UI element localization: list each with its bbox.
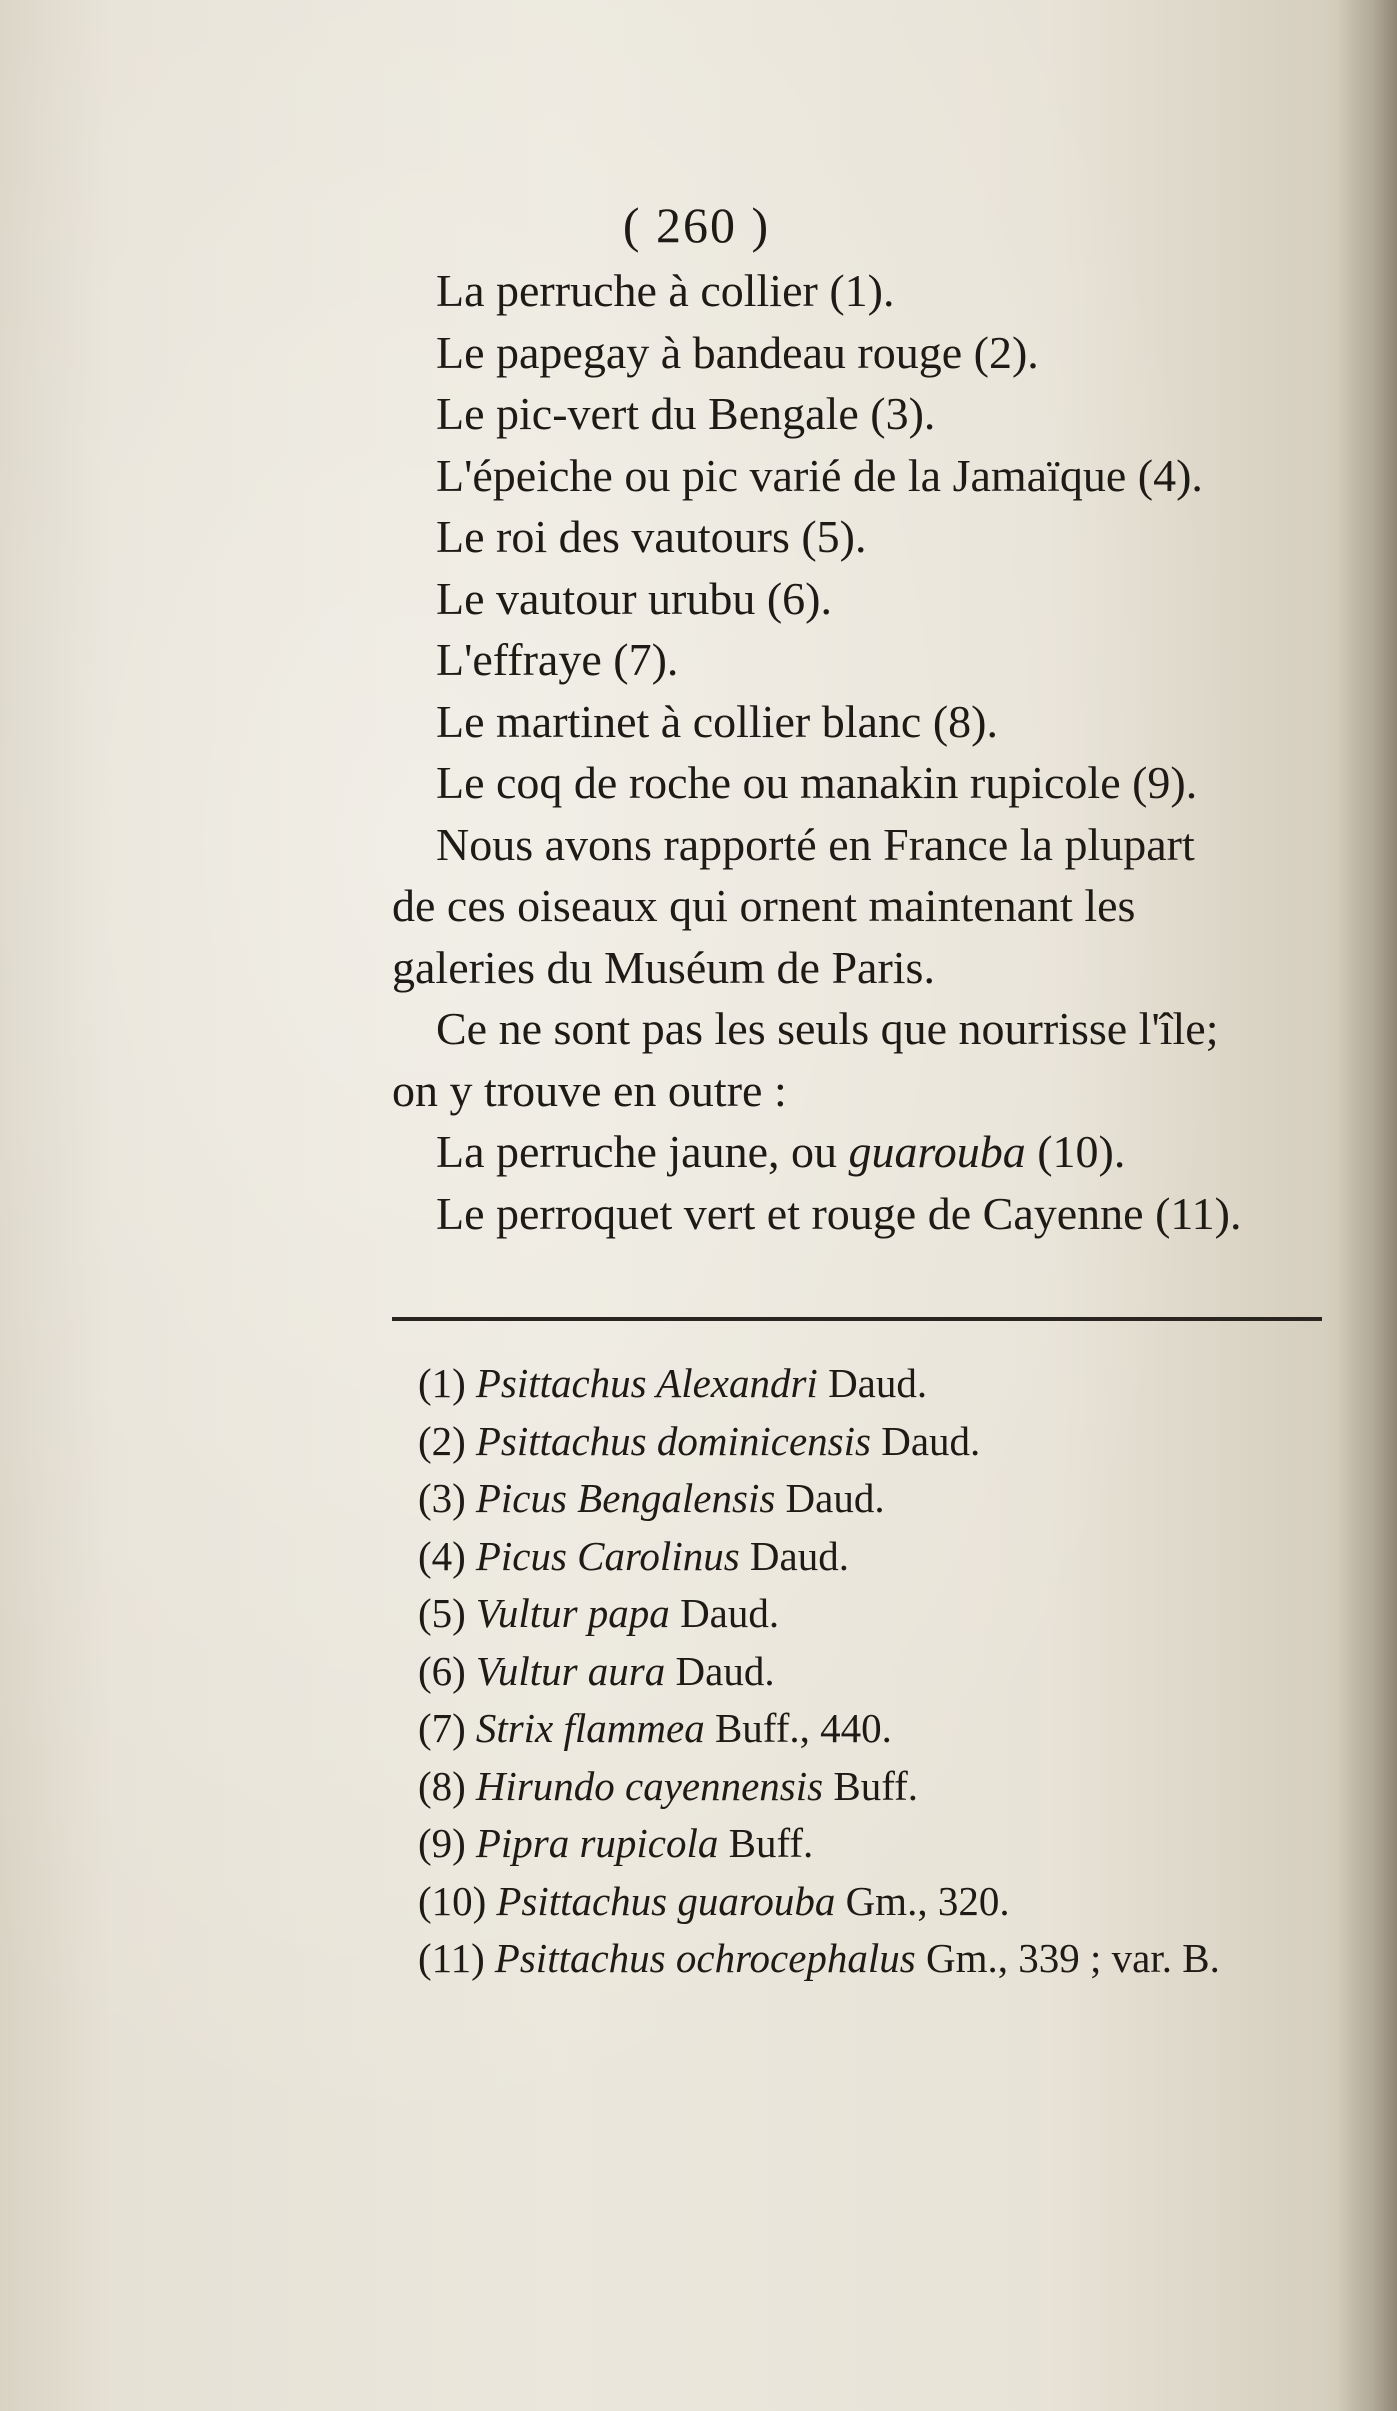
- bird-list-item: L'effraye (7).: [436, 634, 679, 685]
- paragraph-line: Ce ne sont pas les seuls que nourrisse l'île;: [436, 1003, 1219, 1054]
- paragraph-line: Nous avons rapporté en France la plupart: [436, 818, 1195, 870]
- footnote: (2) Psittachus dominicensis Daud.: [418, 1417, 981, 1464]
- footnote: (9) Pipra rupicola Buff.: [418, 1820, 814, 1866]
- paragraph-line: on y trouve en outre :: [392, 1064, 787, 1116]
- footnote: (4) Picus Carolinus Daud.: [418, 1532, 849, 1579]
- bird-list-item: Le roi des vautours (5).: [436, 511, 867, 562]
- bird-list-item: La perruche à collier (1).: [436, 265, 895, 316]
- bird-list-item: Le martinet à collier blanc (8).: [436, 695, 998, 747]
- footnote: (6) Vultur aura Daud.: [418, 1647, 775, 1694]
- paragraph-line: galeries du Muséum de Paris.: [392, 941, 935, 993]
- footnote: (1) Psittachus Alexandri Daud.: [418, 1360, 928, 1406]
- bird-list-item: Le papegay à bandeau rouge (2).: [436, 326, 1039, 378]
- footnote-rule: [392, 1317, 1322, 1321]
- bird-list-item: La perruche jaune, ou guarouba (10).: [436, 1126, 1126, 1177]
- bird-list-item: Le pic-vert du Bengale (3).: [436, 388, 936, 439]
- footnote: (8) Hirundo cayennensis Buff.: [418, 1762, 919, 1809]
- page-number: ( 260 ): [622, 197, 771, 253]
- footnote: (11) Psittachus ochrocephalus Gm., 339 ; var. B.: [418, 1935, 1220, 1981]
- footnote: (5) Vultur papa Daud.: [418, 1590, 780, 1636]
- bird-list-item: L'épeiche ou pic varié de la Jamaïque (4).: [436, 449, 1203, 501]
- bird-list-item: Le perroquet vert et rouge de Cayenne (11).: [436, 1187, 1242, 1239]
- bird-list-item: Le coq de roche ou manakin rupicole (9).: [436, 757, 1198, 808]
- footnotes: [418, 1355, 1318, 1988]
- footnote: (10) Psittachus guarouba Gm., 320.: [418, 1877, 1010, 1924]
- paragraph-line: de ces oiseaux qui ornent maintenant les: [392, 880, 1136, 931]
- footnote: (3) Picus Bengalensis Daud.: [418, 1475, 885, 1521]
- main-text: [392, 260, 1330, 1244]
- footnote: (7) Strix flammea Buff., 440.: [418, 1705, 892, 1751]
- bird-list-item: Le vautour urubu (6).: [436, 572, 832, 624]
